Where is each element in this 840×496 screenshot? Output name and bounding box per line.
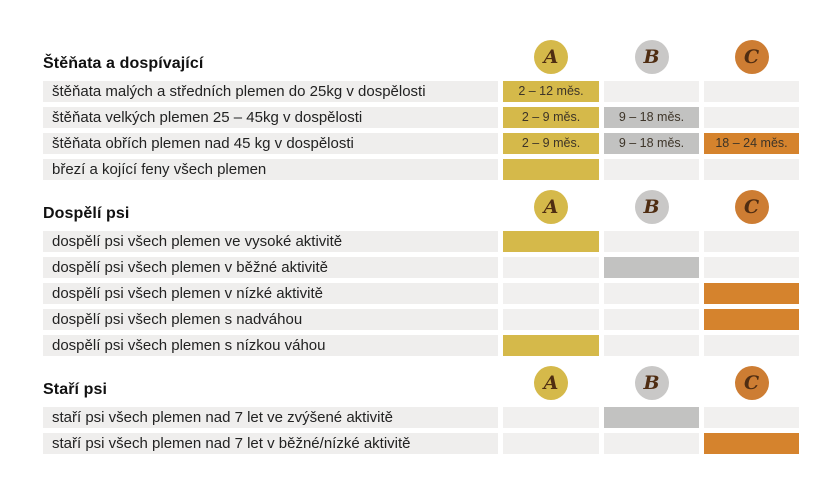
cell-c bbox=[704, 159, 799, 180]
table-row bbox=[43, 257, 799, 278]
category-a-icon: A bbox=[534, 366, 568, 400]
table-row bbox=[43, 283, 799, 304]
cell-b bbox=[604, 283, 699, 304]
category-b-icon: B bbox=[635, 190, 669, 224]
section-title: Dospělí psi bbox=[43, 205, 130, 222]
table-row bbox=[43, 81, 799, 102]
section-header bbox=[43, 190, 799, 224]
cell-a bbox=[503, 159, 599, 180]
table-row bbox=[43, 335, 799, 356]
cell-b bbox=[604, 335, 699, 356]
category-b-icon: B bbox=[635, 366, 669, 400]
row-label: štěňata velkých plemen 25 – 45kg v dospělosti bbox=[43, 107, 498, 128]
cell-b: 9 – 18 měs. bbox=[604, 107, 699, 128]
cell-a: 2 – 12 měs. bbox=[503, 81, 599, 102]
cell-a bbox=[503, 433, 599, 454]
section-header bbox=[43, 366, 799, 400]
cell-a bbox=[503, 257, 599, 278]
category-b-icon: B bbox=[635, 40, 669, 74]
cell-b bbox=[604, 257, 699, 278]
row-label: dospělí psi všech plemen s nadváhou bbox=[43, 309, 498, 330]
table-row bbox=[43, 407, 799, 428]
section-puppies bbox=[43, 40, 799, 180]
cell-a: 2 – 9 měs. bbox=[503, 133, 599, 154]
row-label: dospělí psi všech plemen v běžné aktivitě bbox=[43, 257, 498, 278]
row-label: dospělí psi všech plemen s nízkou váhou bbox=[43, 335, 498, 356]
cell-a bbox=[503, 407, 599, 428]
row-label: štěňata obřích plemen nad 45 kg v dospělosti bbox=[43, 133, 498, 154]
cell-b bbox=[604, 81, 699, 102]
category-a-icon: A bbox=[534, 190, 568, 224]
cell-b bbox=[604, 407, 699, 428]
category-a-icon: A bbox=[534, 40, 568, 74]
cell-c bbox=[704, 231, 799, 252]
cell-c bbox=[704, 407, 799, 428]
cell-a bbox=[503, 231, 599, 252]
cell-a bbox=[503, 335, 599, 356]
cell-a bbox=[503, 309, 599, 330]
table bbox=[43, 40, 799, 459]
cell-b bbox=[604, 433, 699, 454]
table-row bbox=[43, 231, 799, 252]
section-title: Staří psi bbox=[43, 381, 108, 398]
cell-b bbox=[604, 309, 699, 330]
table-row bbox=[43, 107, 799, 128]
table-row bbox=[43, 309, 799, 330]
row-label: březí a kojící feny všech plemen bbox=[43, 159, 498, 180]
cell-c bbox=[704, 433, 799, 454]
cell-c bbox=[704, 257, 799, 278]
row-label: staří psi všech plemen nad 7 let v běžné/nízké aktivitě bbox=[43, 433, 498, 454]
cell-c bbox=[704, 81, 799, 102]
cell-c bbox=[704, 283, 799, 304]
cell-a: 2 – 9 měs. bbox=[503, 107, 599, 128]
cell-c bbox=[704, 107, 799, 128]
cell-c bbox=[704, 335, 799, 356]
cell-a bbox=[503, 283, 599, 304]
row-label: dospělí psi všech plemen v nízké aktivitě bbox=[43, 283, 498, 304]
category-c-icon: C bbox=[735, 40, 769, 74]
section-old-dogs bbox=[43, 366, 799, 454]
table-row bbox=[43, 433, 799, 454]
row-label: staří psi všech plemen nad 7 let ve zvýšené aktivitě bbox=[43, 407, 498, 428]
cell-c bbox=[704, 309, 799, 330]
section-title: Štěňata a dospívající bbox=[43, 55, 204, 72]
table-row bbox=[43, 159, 799, 180]
cell-b: 9 – 18 měs. bbox=[604, 133, 699, 154]
section-header bbox=[43, 40, 799, 74]
cell-b bbox=[604, 159, 699, 180]
cell-b bbox=[604, 231, 699, 252]
category-c-icon: C bbox=[735, 190, 769, 224]
row-label: štěňata malých a středních plemen do 25kg v dospělosti bbox=[43, 81, 498, 102]
table-row bbox=[43, 133, 799, 154]
section-adult-dogs bbox=[43, 190, 799, 356]
category-c-icon: C bbox=[735, 366, 769, 400]
row-label: dospělí psi všech plemen ve vysoké aktivitě bbox=[43, 231, 498, 252]
cell-c: 18 – 24 měs. bbox=[704, 133, 799, 154]
